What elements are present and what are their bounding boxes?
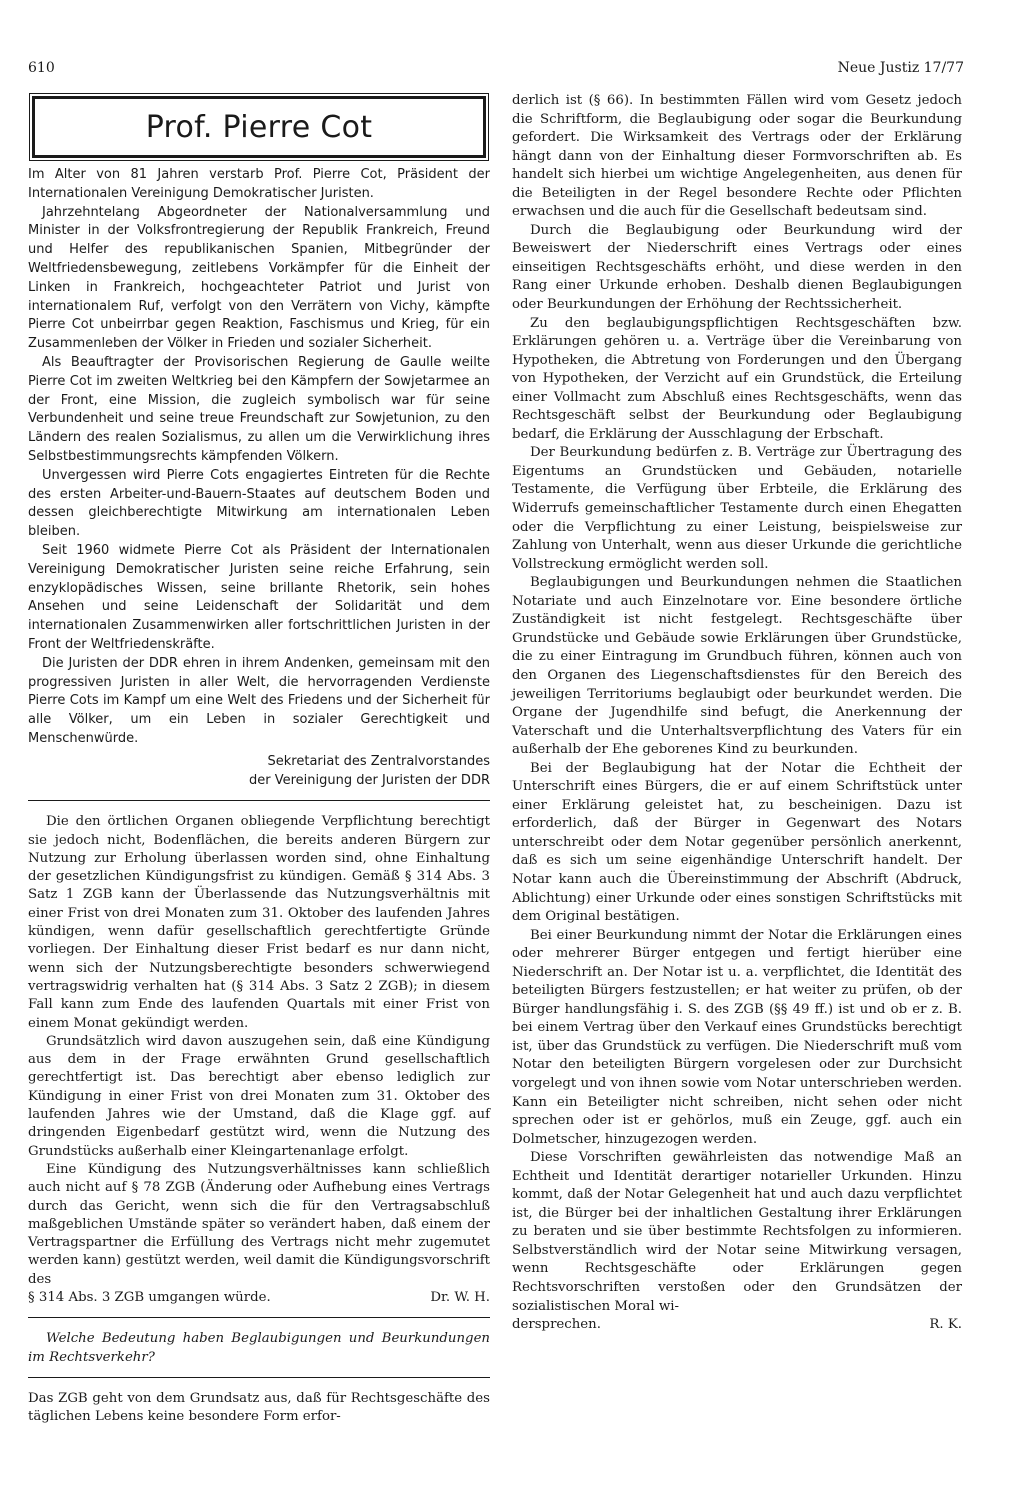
article-paragraph: Durch die Beglaubigung oder Beurkundung wird der Beweiswert der Niederschrift eines Vertrags oder eines einseitigen Rechtsgeschäfts erhöht, und diese werden in den Rang einer Urkunde erhoben. Deshalb dienen Beglaubigungen oder Beurkundungen der Erhöhung der Rechtssicherheit. (512, 222, 962, 313)
article-final-line (512, 1316, 962, 1335)
article-paragraph: derlich ist (§ 66). In bestimmten Fällen wird vom Gesetz jedoch die Schriftform, die Beglaubigung oder sogar die Beurkundung gefordert. Die Wirksamkeit des Vertrags oder der Erklärung hängt dann von der Einhaltung dieser Formvorschriften ab. Es handelt sich hierbei um wichtige Angelegenheiten, aus denen für die Beteiligten in der Regel besondere Rechte oder Pflichten erwachsen und die auch für die Gesellschaft bedeutsam sind. (512, 93, 962, 220)
final-line-text: dersprechen. (512, 1317, 601, 1333)
article-paragraph: Zu den beglaubigungspflichtigen Rechtsgeschäften bzw. Erklärungen gehören u. a. Verträge über die Vereinbarung von Hypotheken, die Abtretung von Forderungen und den Übergang von Hypotheken, der Verzicht auf ein Grundstück, die Erteilung einer Vollmacht zum Abschluß eines Rechtsgeschäfts, wenn das Rechtsgeschäft selbst der Beurkundung oder Beglaubigung bedarf, die Erklärung der Ausschlagung der Erbschaft. (512, 315, 962, 442)
obituary-paragraph: Im Alter von 81 Jahren verstarb Prof. Pierre Cot, Präsident der Internationalen Vereinigung Demokratischer Juristen. (28, 167, 490, 201)
article-paragraph: Diese Vorschriften gewährleisten das notwendige Maß an Echtheit und Identität derartiger notarieller Urkunden. Hinzu kommt, daß der Notar Gelegenheit hat und auch dazu verpflichtet ist, die Bürger bei der inhaltlichen Gestaltung ihrer Erklärungen zu beraten und sie über bestimmte Rechtsfolgen zu informieren. Selbstverständlich wird der Notar seine Mitwirkung versagen, wenn Rechtsgeschäfte oder Erklärungen gegen Rechtsvorschriften verstoßen oder den Grundsätzen der sozialistischen Moral wi- (512, 1150, 962, 1314)
obituary-text (28, 166, 490, 790)
article-final-line (28, 1289, 490, 1307)
article-paragraph: Eine Kündigung des Nutzungsverhältnisses kann schließlich auch nicht auf § 78 ZGB (Änderung oder Aufhebung eines Vertrags durch das Gericht, wenn sich die für den Vertragsabschluß maßgeblichen Umstände später so verändert haben, daß einem der Vertragspartner die Erfüllung des Vertrags nicht mehr zugemutet werden kann) gestützt werden, weil damit die Kündigungsvorschrift des (28, 1161, 490, 1287)
divider (28, 800, 490, 801)
obituary-paragraph: Jahrzehntelang Abgeordneter der Nationalversammlung und Minister in der Volksfrontregierung der Republik Frankreich, Freund und Helfer des republikanischen Spanien, Mitbegründer der Weltfriedensbewegung, zeitlebens Vorkämpfer für die Einheit der Linken in Frankreich, hochgeachteter Patriot und Jurist von internationalem Ruf, verfolgt von den Verrätern von Vichy, kämpfte Pierre Cot unbeirrbar gegen Reaktion, Faschismus und Krieg, für ein Zusammenleben der Völker in Frieden und sozialer Sicherheit. (28, 204, 490, 352)
page-header (28, 60, 964, 82)
page-number: 610 (28, 60, 55, 76)
article-paragraph: Der Beurkundung bedürfen z. B. Verträge zur Übertragung des Eigentums an Grundstücken und Gebäuden, notarielle Testamente, die Verfügung über Erbteile, die Erklärung des Widerrufs gemeinschaftlicher Testamente durch einen Ehegatten oder die Verpflichtung zu einer Leistung, beispielsweise zur Zahlung von Unterhalt, wenn aus dieser Urkunde die gerichtliche Vollstreckung ermöglicht werden soll. (512, 445, 962, 572)
author-initials: Dr. W. H. (430, 1290, 490, 1306)
answer-paragraph: Das ZGB geht von dem Grundsatz aus, daß für Rechtsgeschäfte des täglichen Lebens keine besondere Form erfor- (28, 1390, 490, 1425)
obituary-paragraph: Unvergessen wird Pierre Cots engagiertes Eintreten für die Rechte des ersten Arbeiter-und-Bauern-Staates auf deutschem Boden und dessen gleichberechtigte Mitwirkung am internationalen Leben bleiben. (28, 467, 490, 540)
left-column (28, 92, 490, 1427)
journal-issue: Neue Justiz 17/77 (837, 60, 964, 76)
left-article (28, 813, 490, 1426)
divider (28, 1377, 490, 1378)
article-paragraph: Grundsätzlich wird davon auszugehen sein, daß eine Kündigung aus dem in der Frage erwähnten Grund gesellschaftlich gerechtfertigt ist. Das berechtigt aber ebenso lediglich zur Kündigung in einer Frist von drei Monaten zum 31. Oktober des laufenden Jahres wie der Umstand, daß die Klage ggf. auf dringenden Eigenbedarf gestützt wird, wenn die Nutzung des Grundstücks außerhalb einer Kleingartenanlage erfolgt. (28, 1033, 490, 1159)
obituary-paragraph: Seit 1960 widmete Pierre Cot als Präsident der Internationalen Vereinigung Demokratischer Juristen seine reiche Erfahrung, sein enzyklopädisches Wissen, seine brillante Rhetorik, sein hohes Ansehen und seine Leidenschaft der Solidarität und dem internationalen Zusammenwirken aller fortschrittlichen Juristen in der Front der Weltfriedenskräfte. (28, 542, 490, 652)
right-article (512, 92, 962, 1335)
author-initials: R. K. (929, 1317, 962, 1333)
obituary-paragraph: Als Beauftragter der Provisorischen Regierung de Gaulle weilte Pierre Cot im zweiten Weltkrieg bei den Kämpfern der Sowjetarmee an der Front, eine Mission, die zugleich symbolisch war für seine Verbundenheit und seine treue Freundschaft zur Sowjetunion, zu den Ländern des realen Sozialismus, zu allen um die Verwirklichung ihres Selbstbestimmungsrechts kämpfenden Völkern. (28, 354, 490, 464)
signature-line: der Vereinigung der Juristen der DDR (248, 772, 490, 788)
obituary-signature (28, 753, 490, 791)
right-column (512, 92, 962, 1335)
obituary-title-box (32, 96, 486, 158)
final-line-text: § 314 Abs. 3 ZGB umgangen würde. (28, 1290, 271, 1306)
article-paragraph: Bei einer Beurkundung nimmt der Notar die Erklärungen eines oder mehrerer Bürger entgegen und fertigt hierüber eine Niederschrift an. Der Notar ist u. a. verpflichtet, die Identität des beteiligten Bürgers festzustellen; er hat weiter zu prüfen, ob der Bürger handlungsfähig i. S. des ZGB (§§ 49 ff.) ist und ob er z. B. bei einem Vertrag über den Verkauf eines Grundstücks berechtigt ist, über das Grundstück zu verfügen. Die Niederschrift muß vom Notar den beteiligten Bürgern vorgelesen oder zur Durchsicht vorgelegt und von ihnen sowie vom Notar unterschrieben werden. Kann ein Beteiligter nicht schreiben, nicht sehen oder nicht sprechen oder ist er gehörlos, muß ein Zeuge, ggf. auch ein Dolmetscher, hinzugezogen werden. (512, 927, 962, 1147)
obituary-paragraph: Die Juristen der DDR ehren in ihrem Andenken, gemeinsam mit den progressiven Juristen in aller Welt, die hervorragenden Verdienste Pierre Cots im Kampf um eine Welt des Friedens und der Sicherheit für alle Völker, um ein Leben in sozialer Gerechtigkeit und Menschenwürde. (28, 655, 490, 746)
question-heading: Welche Bedeutung haben Beglaubigungen und Beurkundungen im Rechtsverkehr? (28, 1331, 490, 1365)
article-paragraph: Die den örtlichen Organen obliegende Verpflichtung berechtigt sie jedoch nicht, Bodenflächen, die bereits anderen Bürgern zur Nutzung zur Erholung überlassen worden sind, ohne Einhaltung der gesetzlichen Kündigungsfrist zu kündigen. Gemäß § 314 Abs. 3 Satz 1 ZGB kann der Überlassende das Nutzungsverhältnis mit einer Frist von drei Monaten zum 31. Oktober des laufenden Jahres kündigen, wenn dafür gesellschaftlich gerechtfertigte Gründe vorliegen. Der Einhaltung dieser Frist bedarf es nur dann nicht, wenn sich der Nutzungsberechtigte besonders schwerwiegend vertragswidrig verhalten hat (§ 314 Abs. 3 Satz 2 ZGB); in diesem Fall kann zum Ende des laufenden Quartals mit einer Frist von einem Monat gekündigt werden. (28, 814, 490, 1031)
article-paragraph: Bei der Beglaubigung hat der Notar die Echtheit der Unterschrift eines Bürgers, die er auf einem Schriftstück unter einer Erklärung geleistet hat, zu bescheinigen. Dazu ist erforderlich, daß der Bürger in Gegenwart des Notars unterschreibt oder dem Notar gegenüber persönlich anerkennt, daß es sich um seine eigenhändige Unterschrift handelt. Der Notar kann auch die Übereinstimmung der Abschrift (Abdruck, Ablichtung) einer Urkunde oder eines sonstigen Schriftstücks mit dem Original bestätigen. (512, 760, 962, 925)
article-paragraph: Beglaubigungen und Beurkundungen nehmen die Staatlichen Notariate und auch Einzelnotare vor. Eine besondere örtliche Zuständigkeit ist nicht festgelegt. Rechtsgeschäfte über Grundstücke und Gebäude sowie Erklärungen über Grundstücke, die zu einer Eintragung im Grundbuch führen, können auch von den Organen des Liegenschaftsdienstes für den Bereich des jeweiligen Territoriums beglaubigt oder beurkundet werden. Die Organe der Jugendhilfe sind befugt, die Anerkennung der Vaterschaft und die Unterhaltsverpflichtung des Vaters für ein außerhalb der Ehe geborenes Kind zu beurkunden. (512, 575, 962, 758)
divider (28, 1317, 490, 1318)
signature-line: Sekretariat des Zentralvorstandes (267, 753, 490, 769)
obituary-title: Prof. Pierre Cot (145, 109, 373, 145)
